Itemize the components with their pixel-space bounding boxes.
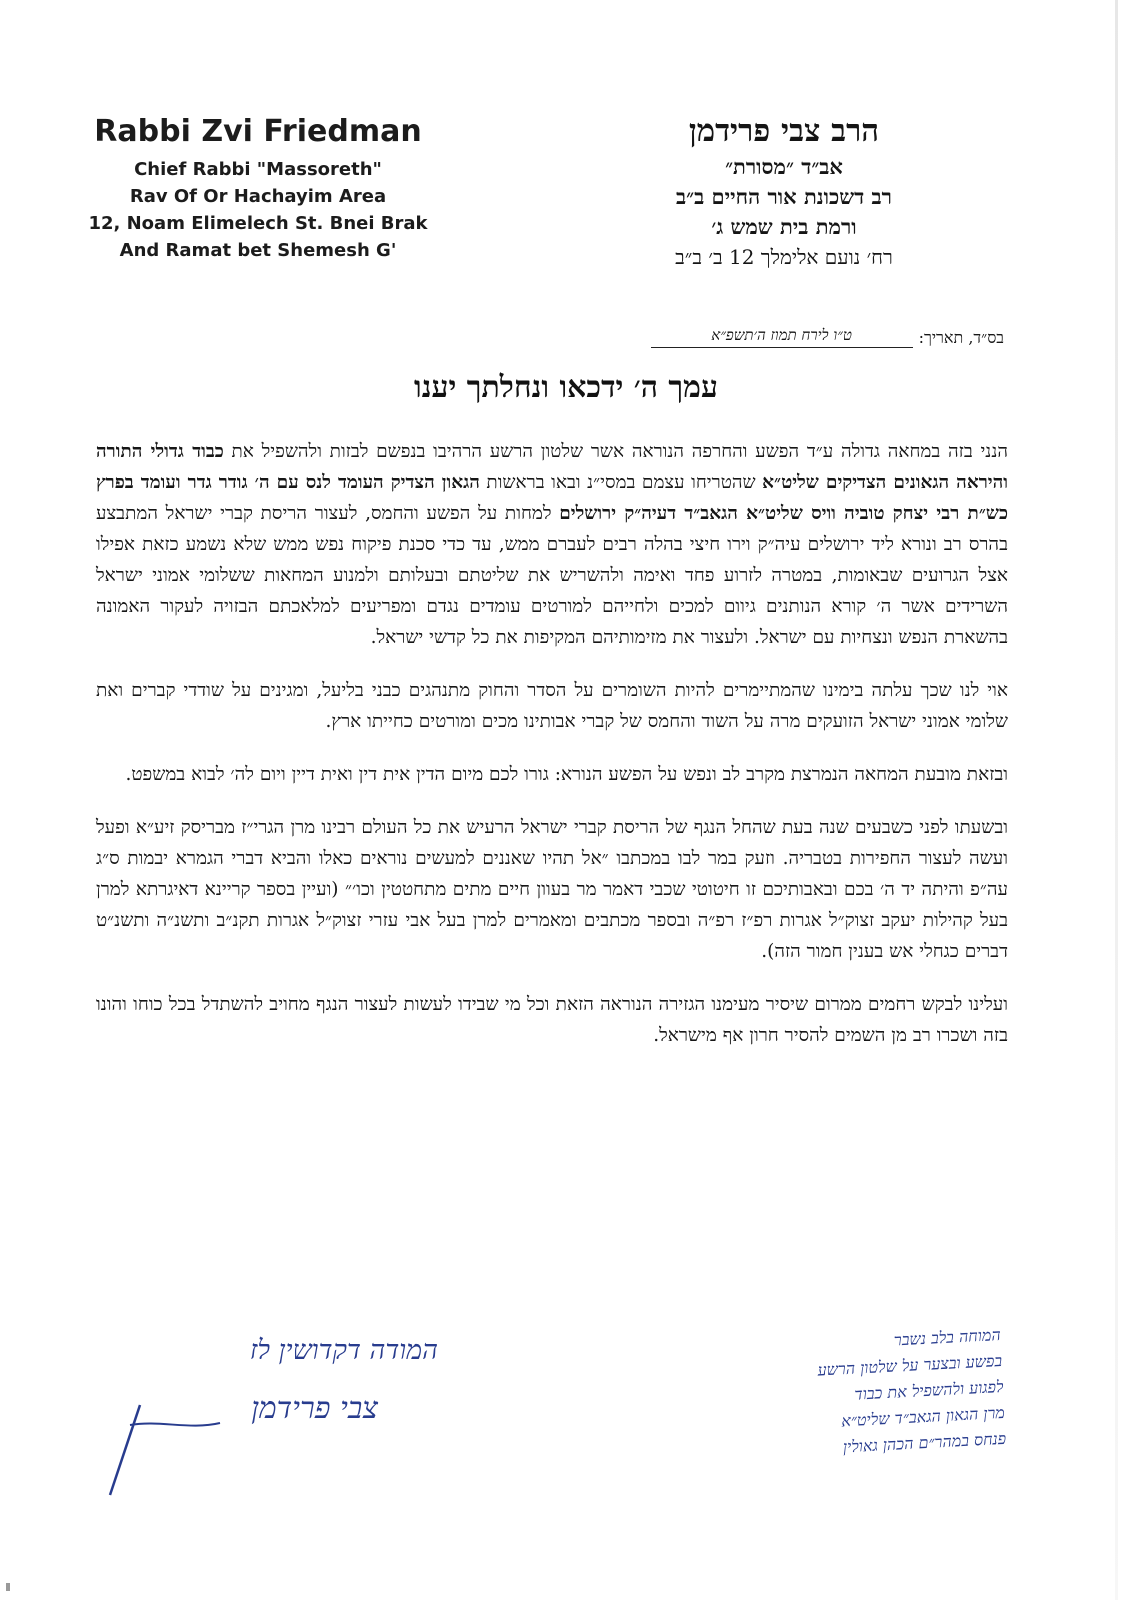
handwritten-line: המודה דקדושין לז <box>249 1335 438 1366</box>
body-bold-text: הגאון הצדיק העומד לנס עם ה׳ גודר גדר ועומד בפרץ כש״ת רבי יצחק טוביה וויס שליט״א הגאב״ד דעיה״ק ירושלים <box>96 472 1008 524</box>
handwritten-line: צבי פרידמן <box>251 1391 378 1426</box>
letter-title: עמך ה׳ ידכאו ונחלתך יענו <box>414 370 718 405</box>
date-value: ט״ו לירח תמוז ה׳תשפ״א <box>651 326 913 348</box>
body-paragraph: ועלינו לבקש רחמים ממרום שיסיר מעימנו הגזירה הנוראה הזאת וכל מי שבידו לעשות לעצור הנגף מחויב להשתדל בכל כוחו והונו בזה ושכרו רב מן השמים להסיר חרון אף מישראל. <box>96 994 1008 1046</box>
english-letterhead <box>78 112 438 264</box>
body-paragraph: אוי לנו שכך עלתה בימינו שהמתיימרים להיות השומרים על הסדר והחוק מתנהגים כבני בליעל, ומגינים על שודדי קברים ואת שלומי אמוני ישראל הזועקים מרה על השוד והחמס של קברי אבותינו מכים ומורטים כחייתו ארץ. <box>96 680 1008 732</box>
hebrew-rabbi-name: הרב צבי פרידמן <box>688 113 880 149</box>
english-title-line: Chief Rabbi "Massoreth" <box>134 159 382 180</box>
hebrew-title-line: אב״ד ״מסורת״ <box>725 154 843 179</box>
hebrew-letterhead <box>564 110 1004 272</box>
english-address-line: And Ramat bet Shemesh G' <box>119 240 397 261</box>
body-text: הנני בזה במחאה גדולה ע״ד הפשע והחרפה הנוראה אשר שלטון הרשע הרהיבו בנפשם לבזות ולהשפיל את <box>231 441 1008 462</box>
handwritten-line: פנחס במהר״ם הכהן גאולין <box>842 1428 1007 1457</box>
body-bold-text: כבוד גדולי התורה והיראה הגאונים הצדיקים שליט״א <box>96 441 1009 493</box>
body-paragraph: ובזאת מובעת המחאה הנמרצת מקרב לב ונפש על הפשע הנורא: גורו לכם מיום הדין אית דין ואית דיין ויום לה׳ לבוא במשפט. <box>125 764 1008 785</box>
scan-dot <box>6 1583 10 1591</box>
body-text: שהטריחו עצמם במסי״נ ובאו בראשות <box>486 472 756 493</box>
date-line <box>651 326 1004 348</box>
date-label: בס״ד, תאריך: <box>918 328 1004 347</box>
letter-body <box>96 436 1008 1073</box>
hebrew-address-line: רח׳ נועם אלימלך 12 ב׳ ב״ב <box>675 245 893 269</box>
body-paragraph: ובשעתו לפני כשבעים שנה בעת שהחל הנגף של הריסת קברי ישראל הרעיש את כל העולם רבינו מרן הגרי״ז מבריסק זיע״א ופעל ועשה לעצור החפירות בטבריה. וזעק במר לבו במכתבו ״אל תהיו שאננים למעשים נוראים כאלו והביא דברי הגמרא יבמות ס״ג עה״פ והיתה יד ה׳ בכם ובאבותיכם זו חיטוטי שכבי דאמר מר בעוון חיים מתים מתחטטין וכו׳״ (ועיין בספר קריינא דאיגרתא למרן בעל קהילות יעקב זצוק״ל אגרות רפ״ז רפ״ה ובספר מכתבים ומאמרים למרן בעל אבי עזרי זצוק״ל אגרות תקנ״ב ותשנ״ה ותשנ״ט דברים כגחלי אש בענין חמור הזה). <box>96 817 1008 962</box>
english-title-line: Rav Of Or Hachayim Area <box>129 186 387 207</box>
english-rabbi-name: Rabbi Zvi Friedman <box>94 114 422 149</box>
handwritten-signature-right <box>680 1322 1006 1469</box>
signature-flourish-icon <box>100 1395 240 1505</box>
scan-edge-mark <box>1115 0 1118 1600</box>
handwritten-line: המוחה בלב נשבר <box>893 1324 1002 1350</box>
handwritten-line: לפגוע ולהשפיל את כבוד <box>853 1376 1004 1404</box>
hebrew-title-line: ורמת בית שמש ג׳ <box>711 214 857 239</box>
hebrew-title-line: רב דשכונת אור החיים ב״ב <box>676 184 892 209</box>
english-address-line: 12, Noam Elimelech St. Bnei Brak <box>88 213 428 234</box>
handwritten-line: מרן הגאון הגאב״ד שליט״א <box>840 1402 1006 1431</box>
handwritten-line: בפשע ובצער על שלטון הרשע <box>817 1350 1003 1380</box>
body-paragraph <box>96 436 1008 653</box>
body-text: למחות על הפשע והחמס, לעצור הריסת קברי ישראל המתבצע בהרס רב ונורא ליד ירושלים עיה״ק וירו חיצי בהלה רבים לעברם ממש, עד כדי סכנת פיקוח נפש ממש שלא נשמע כזאת אפילו אצל הגרועים שבאומות, במטרה לזרוע פחד ואימה ולהשריש את שליטתם ובעלותם ולמנוע המחאות ששלומי אמוני ישראל השרידים אשר ה׳ קורא הנותנים גיוום למכים ולחייהם למורטים עומדים נגדם ומפריעים למלאכתם הבזויה לעקור האמונה בהשארת הנפש ונצחיות עם ישראל. ולעצור את מזימותיהם המקיפות את כל קדשי ישראל. <box>96 503 1008 648</box>
